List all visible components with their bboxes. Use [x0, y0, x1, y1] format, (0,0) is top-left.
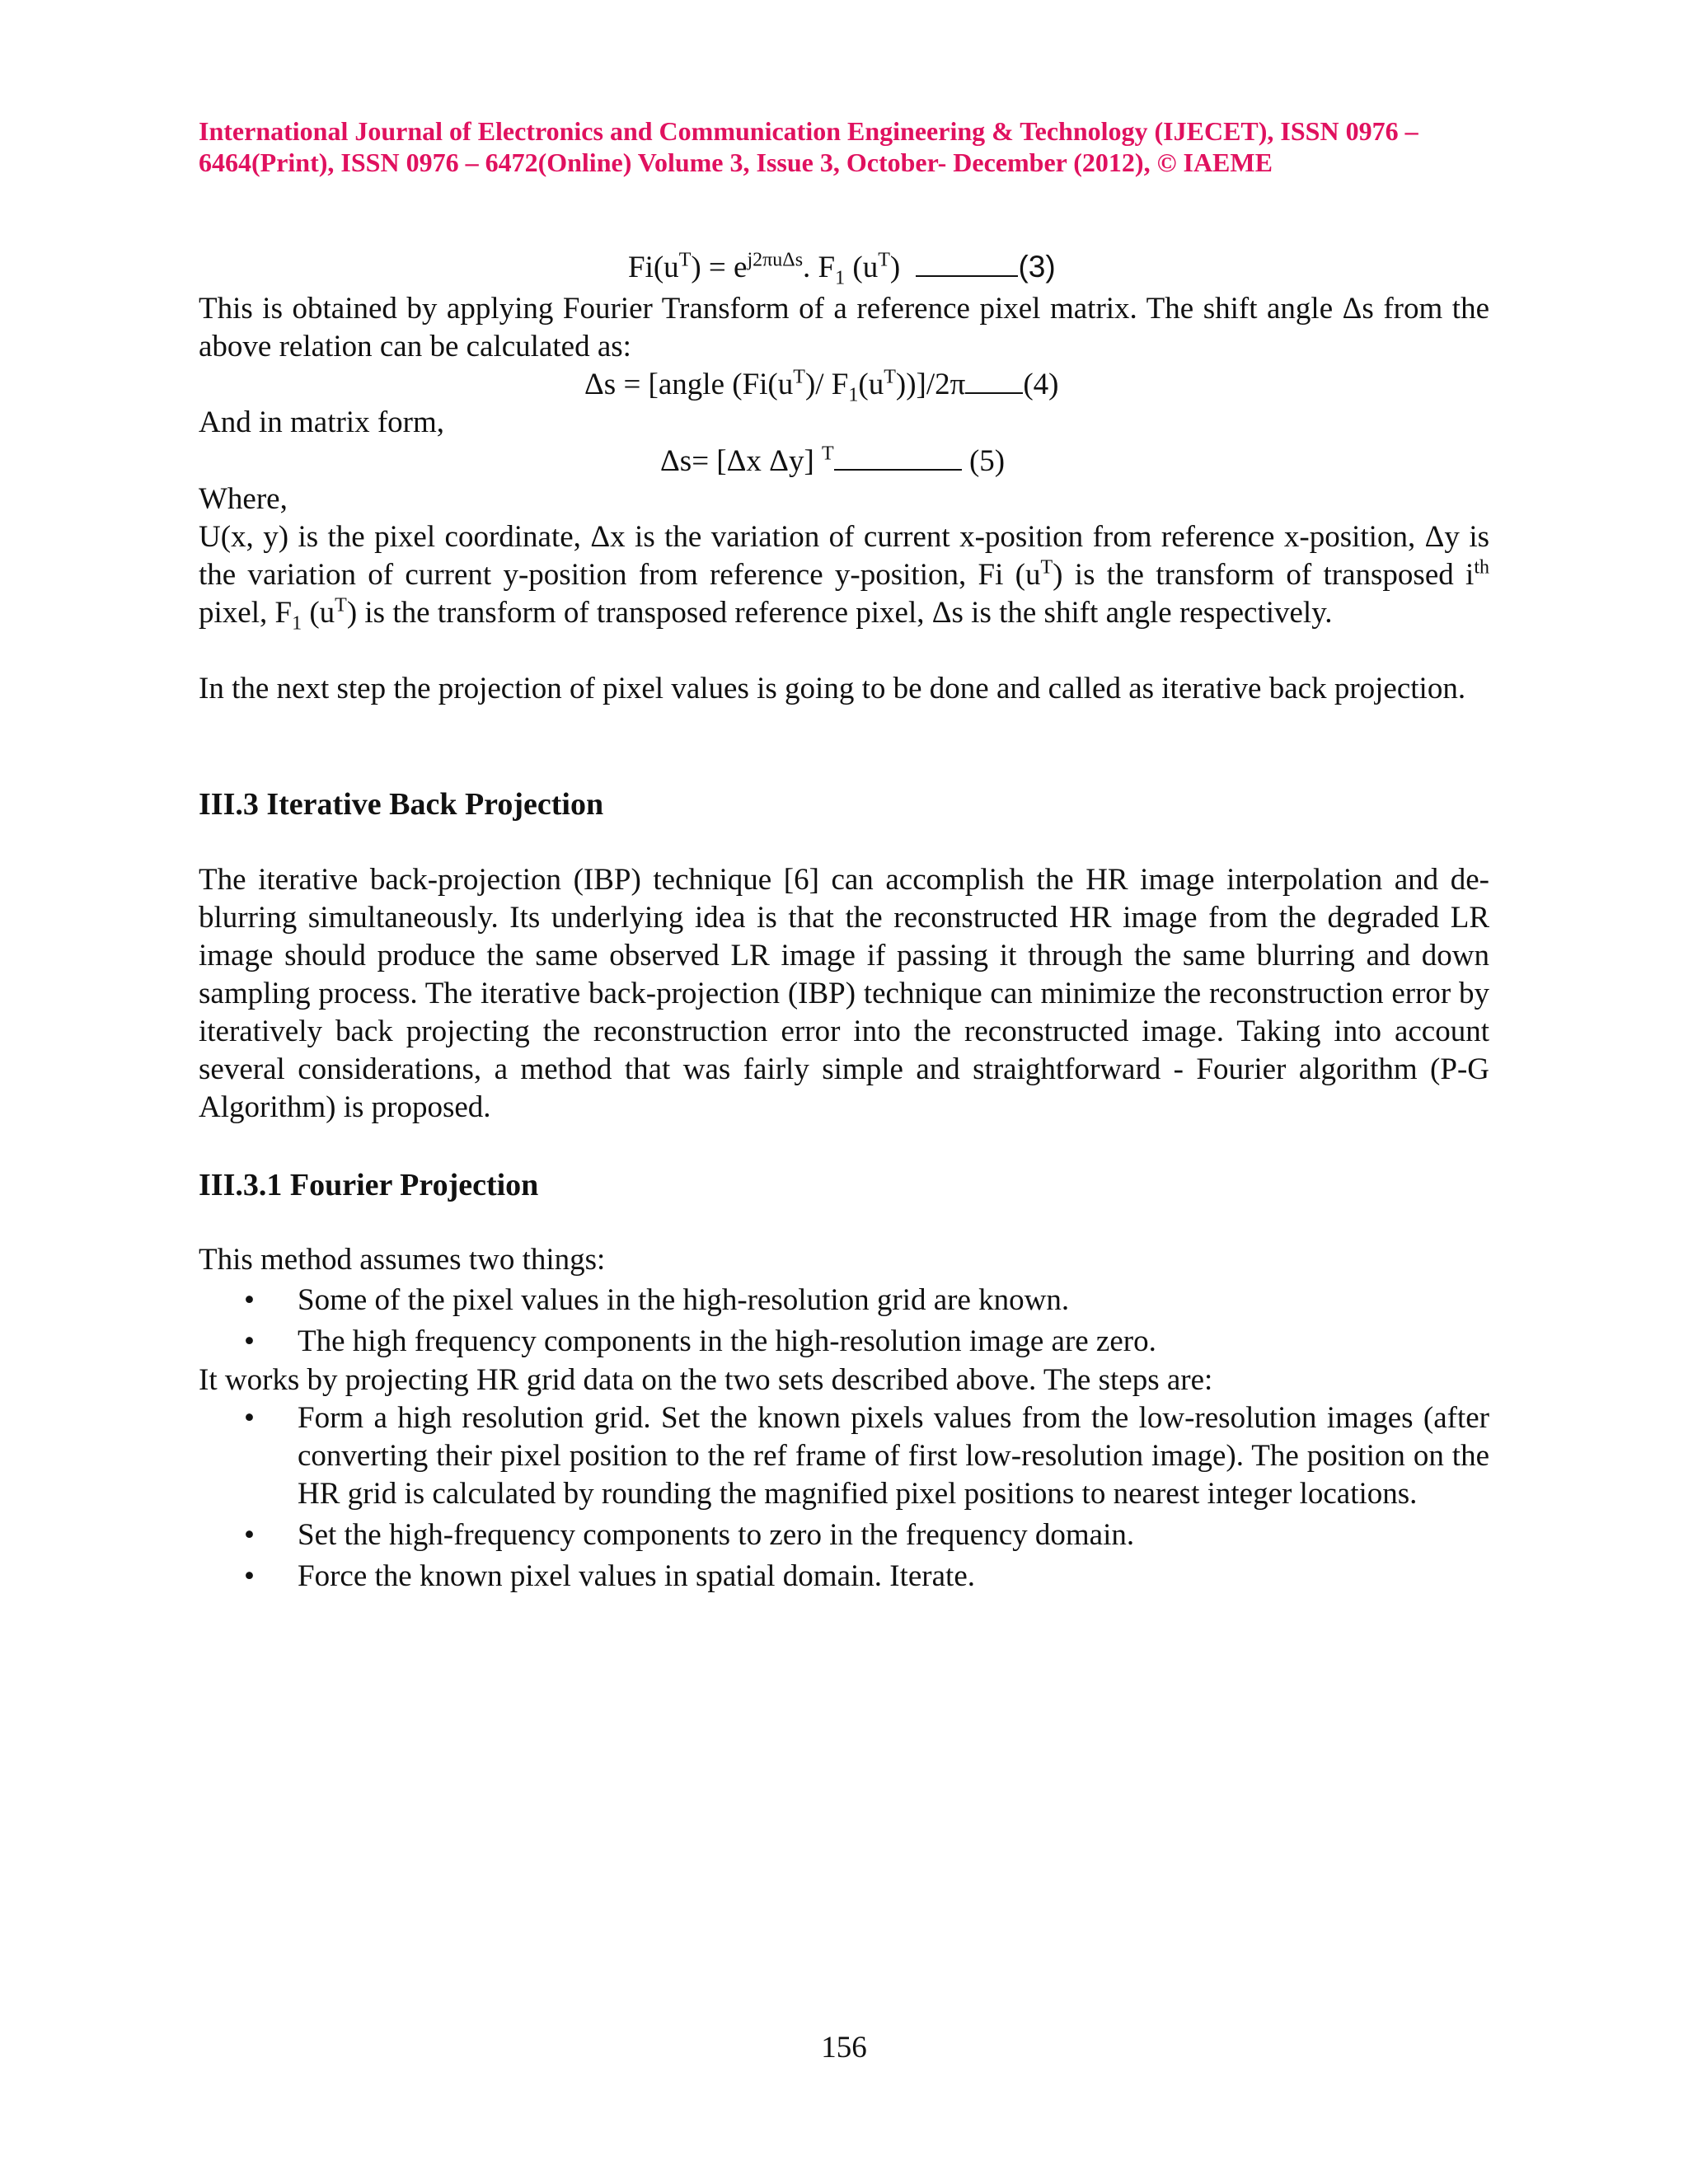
equation-3-label: (3) — [1018, 250, 1056, 284]
section-heading-iterative-back-projection: III.3 Iterative Back Projection — [199, 787, 604, 822]
equation-blank — [965, 368, 1023, 394]
paragraph-assumptions-intro: This method assumes two things: — [199, 1243, 606, 1277]
list-item: • Form a high resolution grid. Set the known pixels values from the low-resolution images (after converting their pixel position to the ref frame of first low-resolution image). The position on the HR grid is calculated by rounding the magnified pixel positions to nearest integer locations. — [244, 1401, 1489, 1511]
paragraph-steps-intro: It works by projecting HR grid data on the two sets described above. The steps are: — [199, 1363, 1213, 1397]
header-line-2: 6464(Print), ISSN 0976 – 6472(Online) Volume 3, Issue 3, October- December (2012), © IAEME — [199, 148, 1273, 177]
bullet-icon: • — [244, 1559, 255, 1593]
list-item: • The high frequency components in the high-resolution image are zero. — [199, 1323, 1489, 1361]
matrix-intro: And in matrix form, — [199, 405, 445, 439]
variable-definitions: U(x, y) is the pixel coordinate, Δx is the variation of current x-position from reference x-position, Δy is the variation of current y-position from reference y-position, Fi $(u^T)$ is the transform of transposed $i^{th}$ pixel, $F_1$ $(u^T)$ is the transform of transposed reference pixel, Δs is the shift angle respectively. — [199, 520, 1489, 635]
equation-5-label: (5) — [968, 444, 1006, 478]
paragraph-next-step: In the next step the projection of pixel values is going to be done and called as iterative back projection. — [199, 672, 1466, 705]
bullet-icon: • — [244, 1324, 255, 1358]
bullet-icon: • — [244, 1518, 255, 1552]
equation-blank — [916, 251, 1018, 277]
equation-5: Δs= [Δx Δy] $^T$ (5) — [660, 443, 1006, 478]
bullet-icon: • — [244, 1401, 255, 1435]
list-item: • Set the high-frequency components to zero in the frequency domain. — [199, 1516, 1489, 1554]
journal-header — [199, 115, 1493, 178]
steps-list — [199, 1399, 1489, 1596]
paragraph-ibp: The iterative back-projection (IBP) technique [6] can accomplish the HR image interpolation and de-blurring simultaneously. Its underlying idea is that the reconstructed HR image from the degraded LR image should produce the same observed LR image if passing it through the same blurring and down sampling process. The iterative back-projection (IBP) technique can minimize the reconstruction error by iteratively back projecting the reconstruction error into the reconstructed image. Taking into account several considerations, a method that was fairly simple and straightforward - Fourier algorithm (P-G Algorithm) is proposed. — [199, 863, 1489, 1124]
bullet-icon: • — [244, 1283, 255, 1317]
page-number: 156 — [821, 2031, 867, 2064]
equation-blank — [834, 444, 962, 471]
header-line-1: International Journal of Electronics and Communication Engineering & Technology (IJECET), ISSN 0976 – — [199, 116, 1418, 146]
paragraph-fourier-transform: This is obtained by applying Fourier Transform of a reference pixel matrix. The shift angle Δs from the above relation can be calculated as: — [199, 292, 1489, 363]
equation-4-label: (4) — [1023, 368, 1059, 401]
list-item: • Some of the pixel values in the high-resolution grid are known. — [199, 1282, 1489, 1319]
list-item: • Force the known pixel values in spatial domain. Iterate. — [199, 1558, 1489, 1596]
where-label: Where, — [199, 482, 288, 516]
equation-4: Δs = [angle ($Fi(u^T)/$ $F_1(u^T))]/2\pi$ (4) — [584, 366, 1059, 406]
equation-3: $Fi(u^T) = e^{j2\pi u\Delta s}$. $F_1$ $(u^T)$ (3) — [628, 249, 1056, 289]
assumptions-list — [199, 1282, 1489, 1361]
section-heading-fourier-projection: III.3.1 Fourier Projection — [199, 1168, 539, 1202]
